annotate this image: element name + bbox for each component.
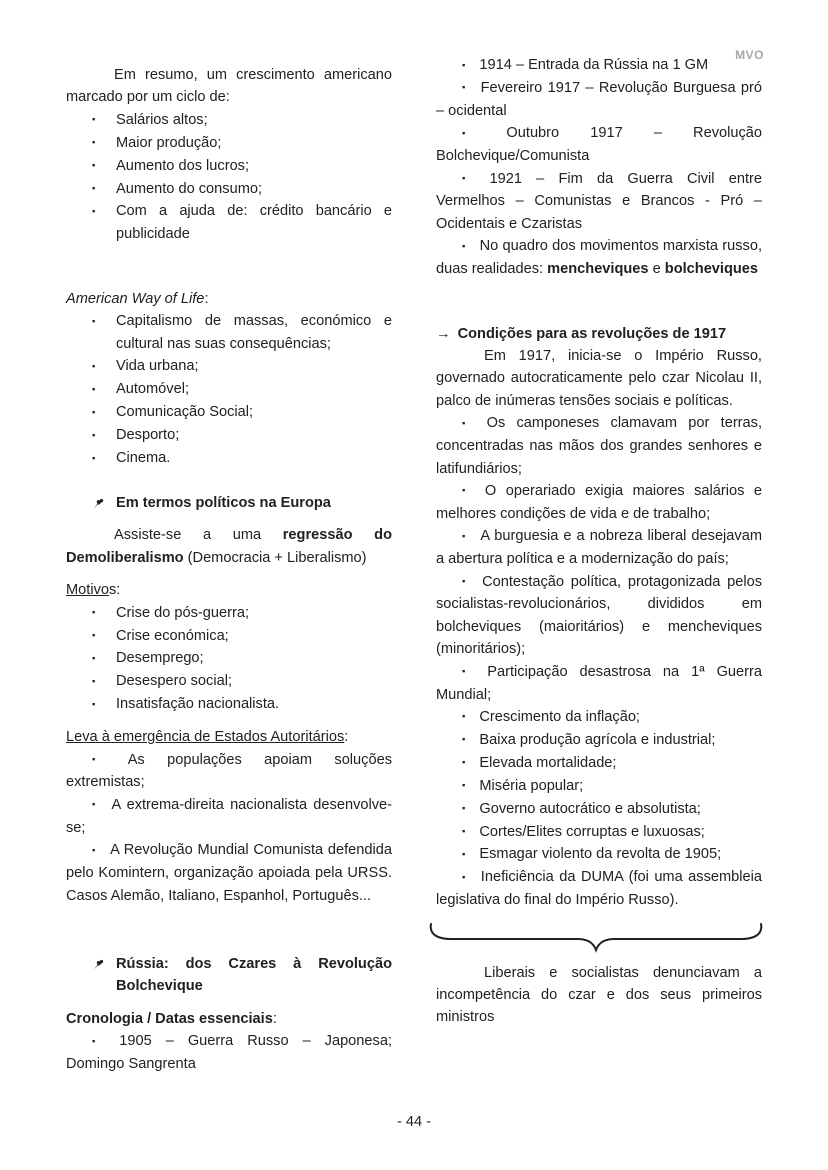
bullet-icon — [462, 171, 476, 187]
list-item-text: Cinema. — [116, 450, 171, 467]
list-item — [66, 401, 392, 424]
list-item — [66, 670, 392, 693]
list-item — [436, 168, 762, 236]
bullet-icon — [462, 57, 465, 73]
list-item — [66, 625, 392, 648]
list-item-text: Cortes/Elites corruptas e luxuosas; — [479, 823, 705, 840]
bullet-icon — [92, 752, 114, 768]
bullet-icon — [462, 125, 492, 141]
list-item-text: Miséria popular; — [479, 777, 584, 794]
list-item-text: Contestação política, protagonizada pelos socialistas-revolucionários, divididos em bolcheviques (maioritários) e mencheviques (minoritários); — [436, 573, 762, 658]
list-item-text: Salários altos; — [116, 111, 208, 128]
list-item-text: Fevereiro 1917 – Revolução Burguesa pró – ocidental — [436, 79, 762, 119]
bullet-icon — [92, 378, 116, 401]
regression-pre: Assiste-se a uma — [114, 527, 283, 544]
list-item — [436, 706, 762, 729]
left-column — [66, 54, 392, 1075]
bullet-icon — [462, 574, 468, 590]
list-item-text: As populações apoiam soluções extremistas; — [66, 751, 392, 791]
curly-underbrace-icon — [427, 920, 765, 958]
list-item — [66, 132, 392, 155]
bullet-icon — [462, 778, 465, 794]
cycle-list — [66, 109, 392, 246]
marxist-pre: No quadro dos movimentos marxista russo, duas realidades: — [436, 238, 763, 278]
list-item — [66, 693, 392, 716]
list-item — [436, 775, 762, 798]
page-number: - 44 - — [396, 1114, 432, 1130]
conditions-title: Condições para as revoluções de 1917 — [457, 325, 727, 342]
bullet-icon — [92, 109, 116, 132]
list-item-text: Desemprego; — [116, 650, 204, 667]
list-item-text: Aumento do consumo; — [116, 180, 263, 197]
list-item-text: Participação desastrosa na 1ª Guerra Mundial; — [436, 663, 762, 703]
list-item-text: Crescimento da inflação; — [479, 708, 640, 725]
list-item — [436, 412, 762, 480]
list-item — [436, 729, 762, 752]
bullet-icon — [92, 355, 116, 378]
awol-colon: : — [204, 290, 209, 307]
bullet-icon — [462, 664, 473, 680]
section-title: Rússia: dos Czares à Revolução Bolchevique — [116, 955, 392, 995]
section-title: Em termos políticos na Europa — [116, 495, 331, 511]
list-item — [436, 480, 762, 525]
bullet-icon — [92, 693, 116, 716]
list-item — [66, 424, 392, 447]
list-item — [436, 866, 762, 911]
bullet-icon — [462, 732, 465, 748]
authoritarian-label: Leva à emergência de Estados Autoritários — [66, 729, 345, 746]
list-item — [66, 794, 392, 839]
list-item-text: Desporto; — [116, 427, 180, 444]
authoritarian-colon: : — [344, 729, 349, 746]
list-item-text: Baixa produção agrícola e industrial; — [479, 731, 716, 748]
bullet-icon — [462, 415, 473, 431]
right-column — [436, 54, 762, 1075]
list-item-text: Ineficiência da DUMA (foi uma assembleia legislativa do final do Império Russo). — [436, 869, 762, 909]
list-item — [66, 155, 392, 178]
bullet-icon — [462, 801, 465, 817]
authoritarian-heading — [66, 726, 392, 748]
list-item — [436, 77, 762, 122]
list-item-text: Os camponeses clamavam por terras, concentradas nas mãos dos grandes senhores e latifundiários; — [436, 415, 763, 477]
bullet-icon — [92, 447, 116, 470]
list-item-text: Aumento dos lucros; — [116, 157, 250, 174]
bullet-icon — [462, 846, 465, 862]
list-item-text: Governo autocrático e absolutista; — [479, 800, 701, 817]
list-item-text: Capitalismo de massas, económico e cultural nas suas consequências; — [116, 313, 392, 353]
bullet-icon — [462, 869, 467, 885]
bullet-icon — [92, 625, 116, 648]
arrow-right-icon: → — [436, 325, 451, 342]
list-item — [66, 839, 392, 907]
awol-title: American Way of Life — [66, 290, 205, 307]
bullet-icon — [462, 824, 465, 840]
list-item-text: Desespero social; — [116, 673, 232, 690]
regression-post: (Democracia + Liberalismo) — [183, 549, 367, 566]
conditions-intro: Em 1917, inicia-se o Império Russo, governado autocraticamente pelo czar Nicolau II, palco de inúmeras tensões sociais e políticas. — [436, 347, 762, 409]
list-item-text: Crise do pós-guerra; — [116, 604, 250, 621]
regression-paragraph — [66, 524, 392, 569]
list-item — [436, 843, 762, 866]
list-item-text: Insatisfação nacionalista. — [116, 696, 280, 713]
motives-heading — [66, 579, 392, 601]
list-item — [66, 310, 392, 355]
bullet-icon — [92, 132, 116, 155]
list-item — [66, 1030, 392, 1075]
list-item — [66, 109, 392, 132]
list-item — [436, 661, 762, 706]
list-item — [66, 378, 392, 401]
awol-heading — [66, 288, 392, 310]
list-item-text: Automóvel; — [116, 381, 190, 398]
bullet-icon — [462, 80, 467, 96]
list-item — [436, 571, 762, 661]
bullet-icon — [92, 155, 116, 178]
bullet-icon — [462, 238, 466, 254]
bullet-icon — [92, 797, 97, 813]
list-item-text: Comunicação Social; — [116, 404, 254, 421]
chronology-colon: : — [272, 1010, 277, 1027]
list-item-text: Esmagar violento da revolta de 1905; — [479, 846, 722, 863]
conditions-heading — [436, 323, 762, 345]
bullet-icon — [462, 755, 465, 771]
list-item-text: Maior produção; — [116, 134, 222, 151]
list-item — [436, 821, 762, 844]
europe-section-heading — [66, 492, 392, 514]
list-item-text: 1921 – Fim da Guerra Civil entre Vermelhos – Comunistas e Brancos - Pró – Ocidentais e Czaristas — [436, 170, 762, 232]
list-item — [66, 602, 392, 625]
list-item-text: O operariado exigia maiores salários e melhores condições de vida e de trabalho; — [436, 482, 763, 522]
header-initials: MVO — [735, 48, 764, 62]
list-item — [436, 798, 762, 821]
regression-bold: regressão do Demoliberalismo — [66, 527, 392, 566]
bullet-icon — [92, 178, 116, 201]
list-item — [436, 752, 762, 775]
list-item — [66, 447, 392, 470]
list-item-text: A Revolução Mundial Comunista defendida pelo Komintern, organização apoiada pela URSS. Casos Alemão, Italiano, Espanhol, Português... — [66, 842, 392, 904]
russia-section-heading — [66, 953, 392, 998]
two-column-layout — [66, 54, 762, 1075]
list-item-text: A extrema-direita nacionalista desenvolve-se; — [66, 796, 392, 836]
bullet-icon — [92, 401, 116, 424]
section-marker-icon — [92, 953, 116, 975]
conditions-list — [436, 412, 762, 911]
list-item — [66, 749, 392, 794]
marxist-bold-mencheviques: mencheviques — [547, 261, 649, 278]
bullet-icon — [92, 200, 116, 223]
intro-paragraph: Em resumo, um crescimento americano marcado por um ciclo de: — [66, 67, 392, 106]
list-item-text: Crise económica; — [116, 627, 229, 644]
marxist-mid: e — [648, 261, 665, 278]
motives-rest: s: — [108, 582, 121, 599]
list-item-text: Elevada mortalidade; — [479, 754, 617, 771]
bullet-icon — [92, 424, 116, 447]
list-item-text: Outubro 1917 – Revolução Bolchevique/Comunista — [436, 125, 762, 165]
list-item-text: A burguesia e a nobreza liberal desejavam a abertura política e a modernização do país; — [436, 528, 762, 568]
timeline-list — [436, 54, 762, 281]
bullet-icon — [92, 842, 96, 858]
list-item — [436, 235, 762, 280]
awol-list — [66, 310, 392, 470]
bullet-icon — [462, 709, 465, 725]
motives-list — [66, 602, 392, 717]
list-item — [436, 525, 762, 570]
list-item — [66, 647, 392, 670]
list-item-text: 1914 – Entrada da Rússia na 1 GM — [479, 57, 709, 73]
marxist-bold-bolcheviques: bolcheviques — [664, 261, 759, 278]
bullet-icon — [92, 670, 116, 693]
chronology-list — [66, 1030, 392, 1075]
list-item-text: Com a ajuda de: crédito bancário e publicidade — [116, 203, 392, 243]
list-item — [436, 54, 762, 77]
authoritarian-list — [66, 749, 392, 907]
bullet-icon — [92, 647, 116, 670]
bullet-icon — [92, 1033, 105, 1049]
bullet-icon — [462, 528, 466, 544]
section-marker-icon — [92, 492, 116, 514]
list-item — [66, 355, 392, 378]
list-item — [66, 178, 392, 201]
list-item — [66, 200, 392, 245]
bullet-icon — [92, 602, 116, 625]
bullet-icon — [462, 483, 471, 499]
conclusion-paragraph: Liberais e socialistas denunciavam a incompetência do czar e dos seus primeiros ministros — [436, 964, 762, 1026]
list-item-text: 1905 – Guerra Russo – Japonesa; Domingo Sangrenta — [66, 1033, 392, 1073]
bullet-icon — [92, 310, 116, 333]
chronology-heading — [66, 1008, 392, 1030]
chronology-label: Cronologia / Datas essenciais — [66, 1010, 273, 1027]
list-item-text: Vida urbana; — [116, 358, 199, 375]
list-item — [436, 122, 762, 167]
motives-label: Motivo — [66, 582, 109, 599]
